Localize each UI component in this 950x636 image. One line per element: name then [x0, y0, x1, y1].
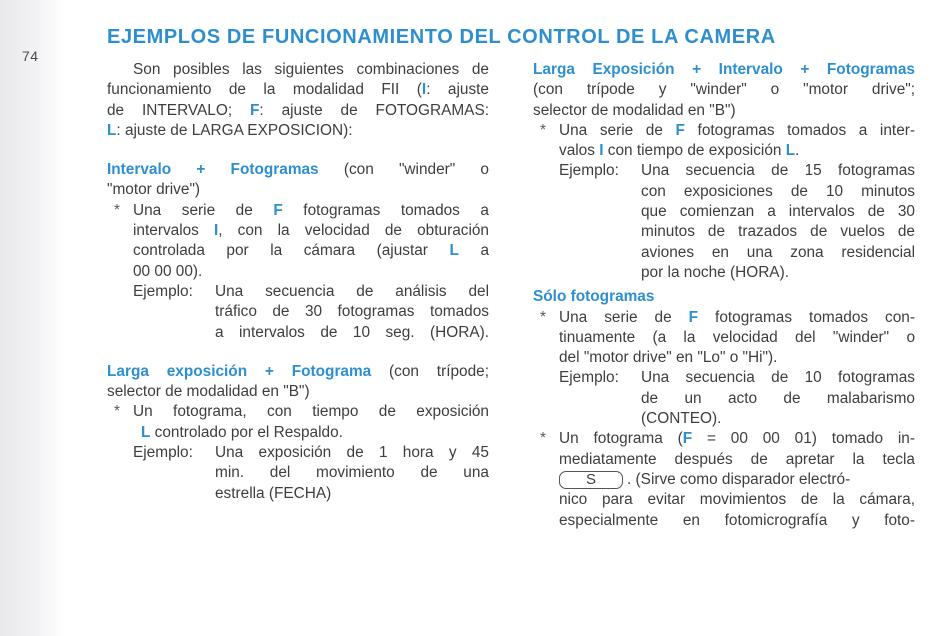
example-block: Ejemplo: Una exposición de 1 hora y 45 min. del movimiento de una estrella (FECHA) — [133, 444, 489, 502]
list-item: * Un fotograma (F = 00 00 01) tomado in- mediatamente después de apretar la tecla S . (Sirve como disparador electró- nico para evitar movimientos de la cámara, especialmente en fotomicrografía y foto- — [533, 429, 915, 530]
page-number: 74 — [22, 48, 39, 64]
section-title: Intervalo + Fotogramas — [107, 161, 319, 179]
section-solo-fotogramas — [533, 287, 915, 531]
page-edge-shadow — [0, 0, 64, 636]
section-intervalo-fotogramas: Intervalo + Fotogramas (con "winder" o "motor drive") * Una serie de F fotogramas tomados a intervalos I, con la velocidad de obturación controlada por la cámara (ajustar L a 00 00 00). Ejemplo: Una secuencia de análisis del tráfico de 30 fotogramas tomados a intervalos de 10 seg. (HORA). — [107, 160, 489, 343]
section-title: Larga Exposición + Intervalo + Fotogramas — [533, 61, 915, 78]
bullet-star: * — [114, 403, 120, 421]
section-larga-exposicion-fotograma: Larga exposición + Fotograma (con trípode; selector de modalidad en "B") * Un fotograma, con tiempo de exposición L controlado por el Respaldo. Ejemplo: Una exposición de 1 hora y 45 min. del movimiento de una estrella (FECHA) — [107, 362, 489, 504]
left-column — [107, 60, 489, 504]
page-title: EJEMPLOS DE FUNCIONAMIENTO DEL CONTROL DE LA CAMERA — [107, 26, 776, 48]
right-column — [533, 60, 915, 531]
list-item: * Una serie de F fotogramas tomados con- tinuamente (a la velocidad del "winder" o del "motor drive" en "Lo" o "Hi"). — [533, 308, 915, 369]
section-title: Sólo fotogramas — [533, 288, 655, 306]
list-item: * Un fotograma, con tiempo de exposición L controlado por el Respaldo. — [107, 402, 489, 443]
intro-paragraph: Son posibles las siguientes combinaciones de funcionamiento de la modalidad FII (I: ajuste de INTERVALO; F: ajuste de FOTOGRAMAS: L: ajuste de LARGA EXPOSICION): — [107, 61, 489, 139]
bullet-star: * — [540, 121, 546, 139]
example-block: Ejemplo: Una secuencia de análisis del tráfico de 30 fotogramas tomados a intervalos de 10 seg. (HORA). — [133, 282, 489, 341]
list-item: * Una serie de F fotogramas tomados a inter- valos I con tiempo de exposición L. — [533, 121, 915, 162]
example-block: Ejemplo: Una secuencia de 10 fotogramas de un acto de malabarismo (CONTEO). — [559, 369, 915, 428]
list-item: * Una serie de F fotogramas tomados a intervalos I, con la velocidad de obturación controlada por la cámara (ajustar L a 00 00 00). — [107, 201, 489, 282]
bullet-star: * — [540, 308, 546, 326]
section-larga-intervalo-fotogramas: Larga Exposición + Intervalo + Fotogramas (con trípode y "winder" o "motor drive"; selector de modalidad en "B") * Una serie de F fotogramas tomados a inter- valos I con tiempo de exposición L. Ejemplo: Una secuencia de 15 fotogramas con exposiciones de 10 minutos que comienzan a intervalos de 30 minutos de trazados de vuelos de aviones en una zona residencial por la noche (HORA). — [533, 60, 915, 283]
example-block: Ejemplo: Una secuencia de 15 fotogramas con exposiciones de 10 minutos que comienzan a intervalos de 30 minutos de trazados de vuelos de aviones en una zona residencial por la noche (HORA). — [559, 162, 915, 281]
bullet-star: * — [540, 430, 546, 448]
section-title: Larga exposición + Fotograma — [107, 362, 372, 380]
s-key-symbol: S — [559, 471, 623, 489]
bullet-star: * — [114, 201, 120, 219]
